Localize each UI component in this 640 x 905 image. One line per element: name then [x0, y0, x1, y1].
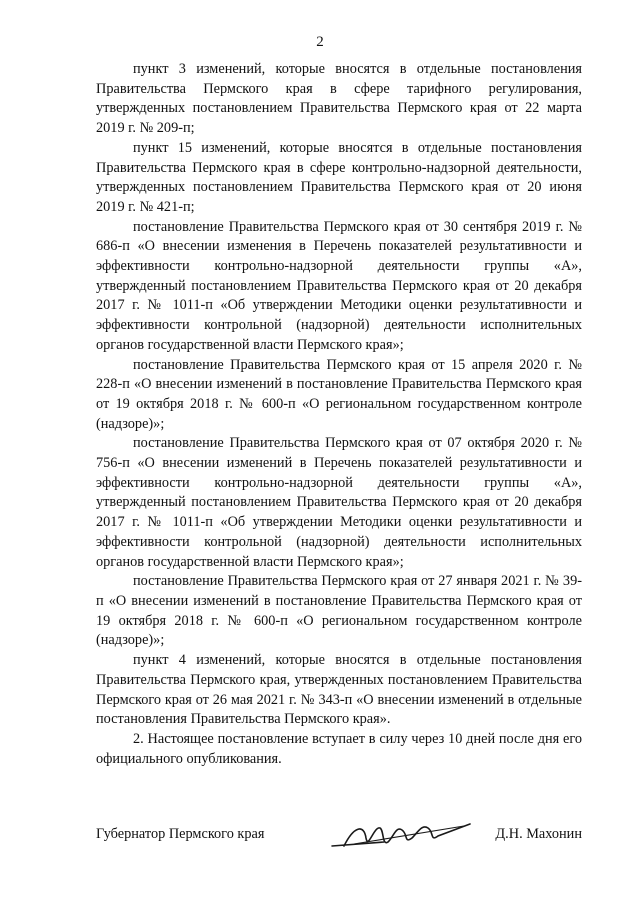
signatory-name: Д.Н. Махонин — [495, 826, 582, 842]
signatory-position: Губернатор Пермского края — [96, 826, 265, 842]
page-number: 2 — [316, 34, 324, 50]
signature-block — [96, 826, 582, 856]
paragraph: постановление Правительства Пермского края от 15 апреля 2020 г. № 228-п «О внесении изменений в постановление Правительства Пермского края от 19 октября 2018 г. № 600-п «О региональном государственном контроле (надзоре)»; — [96, 356, 582, 432]
paragraph: пункт 15 изменений, которые вносятся в отдельные постановления Правительства Пермского края в сфере контрольно-надзорной деятельности, утвержденных постановлением Правительства Пермского края от 20 июня 2019 г. № 421-п; — [96, 139, 582, 215]
paragraph: 2. Настоящее постановление вступает в силу через 10 дней после дня его официального опубликования. — [96, 730, 582, 767]
paragraph: пункт 3 изменений, которые вносятся в отдельные постановления Правительства Пермского края в сфере тарифного регулирования, утвержденных постановлением Правительства Пермского края от 22 марта 2019 г. № 209-п; — [96, 61, 582, 137]
paragraph: постановление Правительства Пермского края от 30 сентября 2019 г. № 686-п «О внесении изменения в Перечень показателей результативности и эффективности контрольно-надзорной деятельности группы «А», утвержденный постановлением Правительства Пермского края от 20 декабря 2017 г. № 1011-п «Об утверждении Методики оценки результативности и эффективности контрольной (надзорной) деятельности исполнительных органов государственной власти Пермского края»; — [96, 218, 582, 353]
paragraph: постановление Правительства Пермского края от 27 января 2021 г. № 39-п «О внесении изменений в постановление Правительства Пермского края от 19 октября 2018 г. № 600-п «О региональном государственном контроле (надзоре)»; — [96, 573, 582, 649]
document-body — [96, 60, 582, 769]
paragraph: постановление Правительства Пермского края от 07 октября 2020 г. № 756-п «О внесении изменений в Перечень показателей результативности и эффективности контрольно-надзорной деятельности группы «А», утвержденный постановлением Правительства Пермского края от 20 декабря 2017 г. № 1011-п «Об утверждении Методики оценки результативности и эффективности контрольной (надзорной) деятельности исполнительных органов государственной власти Пермского края»; — [96, 435, 582, 570]
paragraph: пункт 4 изменений, которые вносятся в отдельные постановления Правительства Пермского края, утвержденных постановлением Правительства Пермского края от 26 мая 2021 г. № 343-п «О внесении изменений в отдельные постановления Правительства Пермского края». — [96, 652, 582, 728]
handwritten-signature — [324, 816, 474, 856]
